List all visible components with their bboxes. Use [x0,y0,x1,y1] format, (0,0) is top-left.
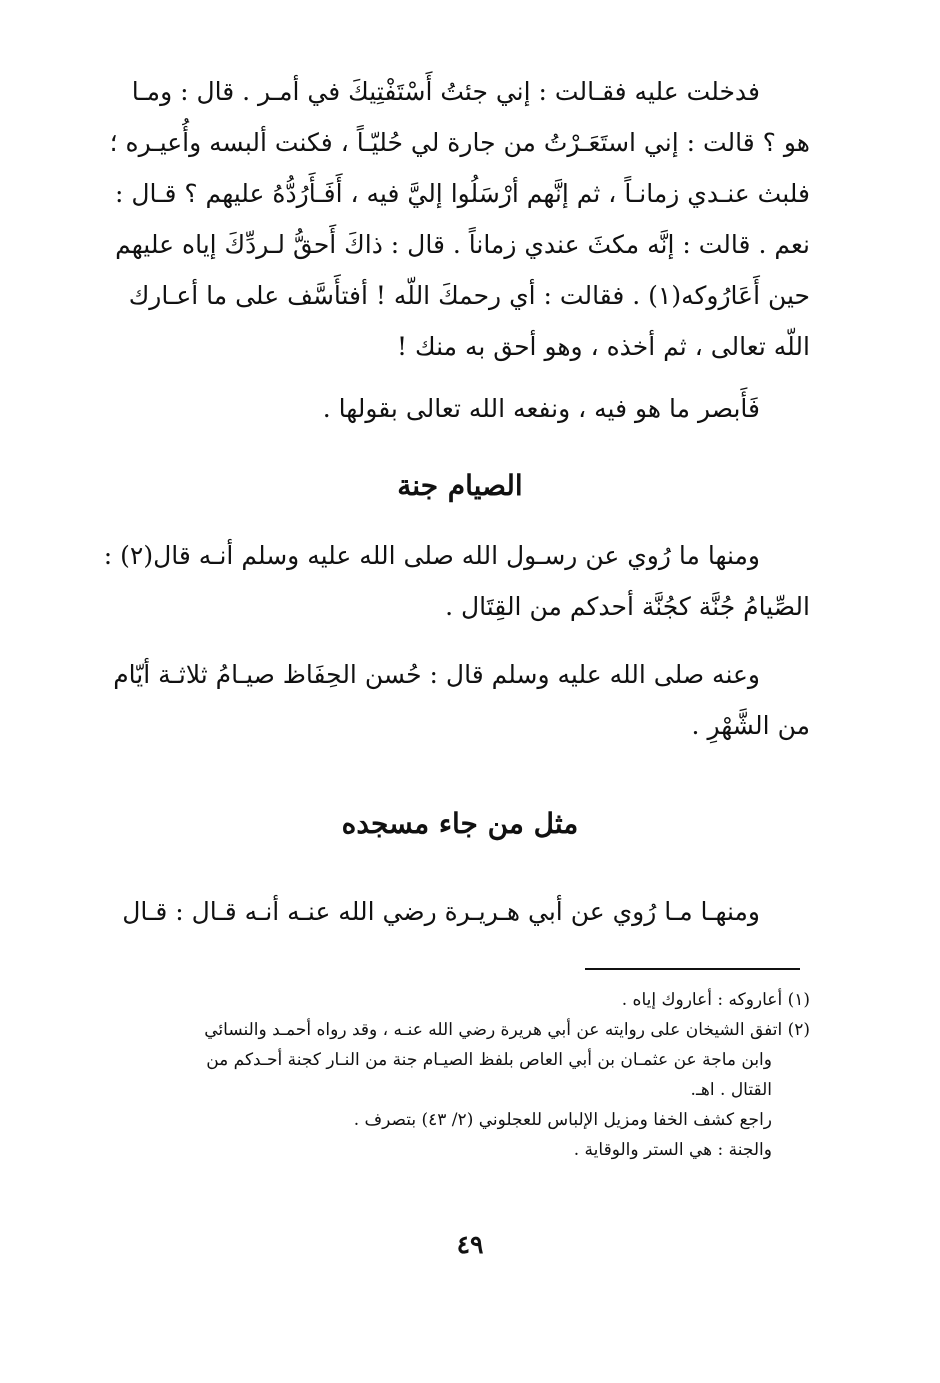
paragraph-1-line: فلبث عنـدي زمانـاً ، ثم إنَّهم أرْسَلُوا إليَّ فيه ، أَفَـأَرُدُّهُ عليهم ؟ قـال : [114,179,810,208]
paragraph-1-line: اللّه تعالى ، ثم أخذه ، وهو أحق به منك ! [397,332,810,361]
paragraph-3 [103,530,810,632]
footnote-2-reference: راجع كشف الخفا ومزيل الإلباس للعجلوني (٢/ ٤٣) بتصرف . [353,1110,772,1130]
page-number: ٤٩ [456,1230,484,1259]
paragraph-5 [110,886,810,937]
paragraph-4-line: وعنه صلى الله عليه وسلم قال : حُسن الحِفَاظ صيـامُ ثلاثـة أيّام [113,660,760,689]
section-heading-mosque: مثل من جاء مسجده [341,807,579,840]
paragraph-3-line: الصِّيامُ جُنَّة كجُنَّة أحدكم من القِتَال . [445,592,810,621]
footnote-2: (٢) اتفق الشيخان على روايته عن أبي هريرة رضي الله عنـه ، وقد رواه أحمـد والنسائي [204,1020,810,1040]
paragraph-3-line: ومنها ما رُوي عن رسـول الله صلى الله عليه وسلم أنـه قال(٢) : [103,541,760,570]
footnote-2-continuation: وابن ماجة عن عثمـان بن أبي العاص بلفظ الصيـام جنة من النـار كجنة أحـدكم من [206,1050,772,1070]
footnote-separator [585,968,800,970]
paragraph-4 [110,649,810,751]
paragraph-1-line: هو ؟ قالت : إني استَعَـرْتُ من جارة لي حُليّـاً ، فكنت ألبسه وأُعيـره ؛ [109,128,810,157]
paragraph-1-line: حين أَعَارُوكه(١) . فقالت : أي رحمكَ اللّه ! أفتأَسَّف على ما أعـارك [128,281,810,310]
paragraph-2 [110,383,810,434]
footnotes [110,985,810,1165]
paragraph-1 [110,66,810,372]
footnote-2-continuation: القتال . اهـ. [690,1080,772,1100]
section-heading-fasting: الصيام جنة [397,469,523,502]
paragraph-1-line: فدخلت عليه فقـالت : إني جئتُ أَسْتَفْتِيكَ في أمـر . قال : ومـا [131,77,760,106]
paragraph-2-line: فَأَبصر ما هو فيه ، ونفعه الله تعالى بقولها . [322,394,760,423]
footnote-2-definition: والجنة : هي الستر والوقاية . [573,1140,772,1160]
paragraph-5-line: ومنهـا مـا رُوي عن أبي هـريـرة رضي الله عنـه أنـه قـال : قـال [122,897,760,926]
paragraph-1-line: نعم . قالت : إنَّه مكثَ عندي زماناً . قال : ذاكَ أَحقُّ لـردِّكَ إياه عليهم [115,230,810,259]
footnote-1: (١) أعاروكه : أعاروك إياه . [621,990,810,1010]
paragraph-4-line: من الشَّهْرِ . [691,711,810,740]
